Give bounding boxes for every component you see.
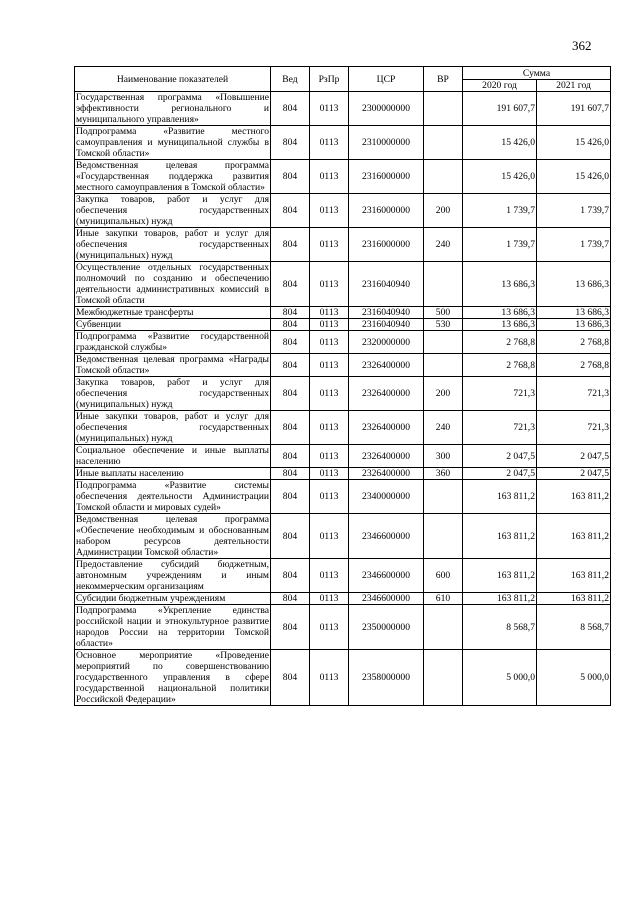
cell-2021: 2 768,8 xyxy=(537,331,611,354)
cell-2020: 2 047,5 xyxy=(463,445,537,468)
cell-2020: 163 811,2 xyxy=(463,559,537,593)
header-sum: Сумма xyxy=(463,67,611,80)
cell-name: Межбюджетные трансферты xyxy=(75,307,271,319)
cell-2020: 1 739,7 xyxy=(463,228,537,262)
cell-rzpr: 0113 xyxy=(310,354,349,377)
cell-csr: 2300000000 xyxy=(349,92,424,126)
cell-2020: 191 607,7 xyxy=(463,92,537,126)
cell-2021: 13 686,3 xyxy=(537,319,611,331)
cell-2021: 2 047,5 xyxy=(537,445,611,468)
cell-vr: 300 xyxy=(424,445,463,468)
cell-name: Ведомственная целевая программа «Обеспечение необходимым и обоснованным набором ресурсов деятельности Администрации Томской области» xyxy=(76,514,269,558)
cell-vr xyxy=(424,331,463,354)
cell-rzpr: 0113 xyxy=(310,262,349,307)
cell-rzpr: 0113 xyxy=(310,194,349,228)
table-row xyxy=(75,307,611,319)
cell-vr xyxy=(424,650,463,706)
cell-rzpr: 0113 xyxy=(310,650,349,706)
cell-csr: 2316040940 xyxy=(349,319,424,331)
cell-ved: 804 xyxy=(271,194,310,228)
table-body xyxy=(75,92,611,706)
cell-name: Закупка товаров, работ и услуг для обеспечения государственных (муниципальных) нужд xyxy=(76,377,269,410)
cell-rzpr: 0113 xyxy=(310,377,349,411)
cell-name: Подпрограмма «Укрепление единства российской нации и этнокультурное развитие народов России на территории Томской области» xyxy=(76,605,269,649)
cell-rzpr: 0113 xyxy=(310,480,349,514)
table-row xyxy=(75,605,611,650)
cell-ved: 804 xyxy=(271,411,310,445)
cell-vr xyxy=(424,605,463,650)
cell-csr: 2350000000 xyxy=(349,605,424,650)
cell-ved: 804 xyxy=(271,319,310,331)
cell-rzpr: 0113 xyxy=(310,605,349,650)
cell-name: Основное мероприятие «Проведение мероприятий по совершенствованию государственного управления в сфере государственной национальной политики Российской Федерации» xyxy=(76,650,269,705)
table-row xyxy=(75,354,611,377)
cell-csr: 2346600000 xyxy=(349,514,424,559)
cell-2021: 1 739,7 xyxy=(537,194,611,228)
cell-rzpr: 0113 xyxy=(310,307,349,319)
cell-vr: 360 xyxy=(424,468,463,480)
cell-2021: 13 686,3 xyxy=(537,262,611,307)
cell-2020: 2 768,8 xyxy=(463,331,537,354)
cell-csr: 2326400000 xyxy=(349,377,424,411)
cell-name: Ведомственная целевая программа «Награды Томской области» xyxy=(76,354,269,376)
cell-rzpr: 0113 xyxy=(310,228,349,262)
cell-ved: 804 xyxy=(271,92,310,126)
cell-csr: 2310000000 xyxy=(349,126,424,160)
page-number: 362 xyxy=(572,38,592,53)
table-row xyxy=(75,377,611,411)
cell-2021: 721,3 xyxy=(537,411,611,445)
header-name: Наименование показателей xyxy=(75,67,271,92)
cell-rzpr: 0113 xyxy=(310,160,349,194)
table-row xyxy=(75,559,611,593)
cell-ved: 804 xyxy=(271,331,310,354)
cell-name: Ведомственная целевая программа «Государственная поддержка развития местного самоуправления в Томской области» xyxy=(76,160,269,193)
cell-2020: 13 686,3 xyxy=(463,319,537,331)
table-row xyxy=(75,445,611,468)
cell-2021: 163 811,2 xyxy=(537,480,611,514)
cell-rzpr: 0113 xyxy=(310,92,349,126)
cell-ved: 804 xyxy=(271,262,310,307)
cell-2021: 163 811,2 xyxy=(537,559,611,593)
cell-name: Субвенции xyxy=(75,319,271,331)
cell-ved: 804 xyxy=(271,468,310,480)
cell-csr: 2346600000 xyxy=(349,559,424,593)
cell-rzpr: 0113 xyxy=(310,319,349,331)
header-csr: ЦСР xyxy=(349,67,424,92)
table-row xyxy=(75,319,611,331)
cell-2020: 13 686,3 xyxy=(463,307,537,319)
header-ved: Вед xyxy=(271,67,310,92)
cell-vr: 200 xyxy=(424,194,463,228)
cell-csr: 2340000000 xyxy=(349,480,424,514)
cell-csr: 2326400000 xyxy=(349,445,424,468)
header-vr: ВР xyxy=(424,67,463,92)
header-2020: 2020 год xyxy=(463,80,537,92)
table-row xyxy=(75,92,611,126)
cell-2020: 2 047,5 xyxy=(463,468,537,480)
cell-ved: 804 xyxy=(271,605,310,650)
cell-name: Государственная программа «Повышение эффективности регионального и муниципального управления» xyxy=(76,92,269,125)
cell-2021: 15 426,0 xyxy=(537,126,611,160)
cell-csr: 2316040940 xyxy=(349,307,424,319)
cell-ved: 804 xyxy=(271,160,310,194)
cell-ved: 804 xyxy=(271,559,310,593)
table-row xyxy=(75,593,611,605)
cell-csr: 2316000000 xyxy=(349,194,424,228)
cell-2020: 8 568,7 xyxy=(463,605,537,650)
cell-vr xyxy=(424,262,463,307)
cell-vr: 500 xyxy=(424,307,463,319)
cell-2021: 2 768,8 xyxy=(537,354,611,377)
cell-2021: 2 047,5 xyxy=(537,468,611,480)
cell-rzpr: 0113 xyxy=(310,445,349,468)
cell-2020: 163 811,2 xyxy=(463,514,537,559)
cell-csr: 2316040940 xyxy=(349,262,424,307)
cell-2020: 2 768,8 xyxy=(463,354,537,377)
cell-vr xyxy=(424,126,463,160)
cell-rzpr: 0113 xyxy=(310,593,349,605)
cell-rzpr: 0113 xyxy=(310,514,349,559)
table-row xyxy=(75,331,611,354)
table-row xyxy=(75,411,611,445)
cell-vr: 610 xyxy=(424,593,463,605)
cell-2021: 191 607,7 xyxy=(537,92,611,126)
cell-2020: 721,3 xyxy=(463,411,537,445)
cell-csr: 2320000000 xyxy=(349,331,424,354)
cell-name: Закупка товаров, работ и услуг для обеспечения государственных (муниципальных) нужд xyxy=(76,194,269,227)
cell-2020: 1 739,7 xyxy=(463,194,537,228)
table-row xyxy=(75,650,611,706)
table-row xyxy=(75,262,611,307)
cell-ved: 804 xyxy=(271,480,310,514)
cell-2021: 1 739,7 xyxy=(537,228,611,262)
cell-rzpr: 0113 xyxy=(310,331,349,354)
cell-vr xyxy=(424,514,463,559)
cell-2021: 163 811,2 xyxy=(537,593,611,605)
cell-rzpr: 0113 xyxy=(310,559,349,593)
cell-2021: 163 811,2 xyxy=(537,514,611,559)
cell-2020: 15 426,0 xyxy=(463,160,537,194)
cell-name: Социальное обеспечение и иные выплаты населению xyxy=(76,445,269,467)
cell-csr: 2326400000 xyxy=(349,354,424,377)
table-row xyxy=(75,514,611,559)
cell-vr: 530 xyxy=(424,319,463,331)
cell-name: Иные закупки товаров, работ и услуг для обеспечения государственных (муниципальных) нужд xyxy=(76,228,269,261)
cell-vr xyxy=(424,92,463,126)
cell-rzpr: 0113 xyxy=(310,126,349,160)
cell-name: Осуществление отдельных государственных полномочий по созданию и обеспечению деятельности административных комиссий в Томской области xyxy=(76,262,269,306)
cell-vr xyxy=(424,354,463,377)
table-row xyxy=(75,228,611,262)
cell-csr: 2316000000 xyxy=(349,228,424,262)
cell-vr: 240 xyxy=(424,411,463,445)
cell-vr: 240 xyxy=(424,228,463,262)
cell-ved: 804 xyxy=(271,445,310,468)
table-row xyxy=(75,160,611,194)
table-header xyxy=(75,67,611,92)
cell-ved: 804 xyxy=(271,354,310,377)
cell-2020: 163 811,2 xyxy=(463,480,537,514)
cell-vr xyxy=(424,480,463,514)
table-row xyxy=(75,480,611,514)
header-rzpr: РзПр xyxy=(310,67,349,92)
cell-2020: 5 000,0 xyxy=(463,650,537,706)
cell-name: Иные закупки товаров, работ и услуг для обеспечения государственных (муниципальных) нужд xyxy=(76,411,269,444)
cell-csr: 2326400000 xyxy=(349,468,424,480)
table-row xyxy=(75,194,611,228)
cell-ved: 804 xyxy=(271,650,310,706)
cell-ved: 804 xyxy=(271,126,310,160)
cell-vr: 600 xyxy=(424,559,463,593)
cell-vr xyxy=(424,160,463,194)
cell-name: Подпрограмма «Развитие местного самоуправления и муниципальной службы в Томской области» xyxy=(76,126,269,159)
cell-csr: 2346600000 xyxy=(349,593,424,605)
cell-name: Подпрограмма «Развитие государственной гражданской службы» xyxy=(76,331,269,353)
cell-2020: 15 426,0 xyxy=(463,126,537,160)
cell-ved: 804 xyxy=(271,593,310,605)
cell-2021: 721,3 xyxy=(537,377,611,411)
cell-name: Подпрограмма «Развитие системы обеспечения деятельности Администрации Томской области и мировых судей» xyxy=(76,480,269,513)
cell-ved: 804 xyxy=(271,228,310,262)
cell-vr: 200 xyxy=(424,377,463,411)
budget-table xyxy=(74,66,611,706)
cell-2021: 15 426,0 xyxy=(537,160,611,194)
cell-ved: 804 xyxy=(271,307,310,319)
cell-name: Иные выплаты населению xyxy=(75,468,271,480)
table-row xyxy=(75,126,611,160)
cell-csr: 2326400000 xyxy=(349,411,424,445)
cell-rzpr: 0113 xyxy=(310,468,349,480)
cell-name: Предоставление субсидий бюджетным, автономным учреждениям и иным некоммерческим организациям xyxy=(76,559,269,592)
table-row xyxy=(75,468,611,480)
cell-ved: 804 xyxy=(271,514,310,559)
cell-2021: 8 568,7 xyxy=(537,605,611,650)
cell-csr: 2316000000 xyxy=(349,160,424,194)
cell-ved: 804 xyxy=(271,377,310,411)
cell-2020: 721,3 xyxy=(463,377,537,411)
cell-2021: 5 000,0 xyxy=(537,650,611,706)
cell-2020: 163 811,2 xyxy=(463,593,537,605)
header-2021: 2021 год xyxy=(537,80,611,92)
cell-csr: 2358000000 xyxy=(349,650,424,706)
cell-2020: 13 686,3 xyxy=(463,262,537,307)
cell-2021: 13 686,3 xyxy=(537,307,611,319)
cell-name: Субсидии бюджетным учреждениям xyxy=(75,593,271,605)
cell-rzpr: 0113 xyxy=(310,411,349,445)
